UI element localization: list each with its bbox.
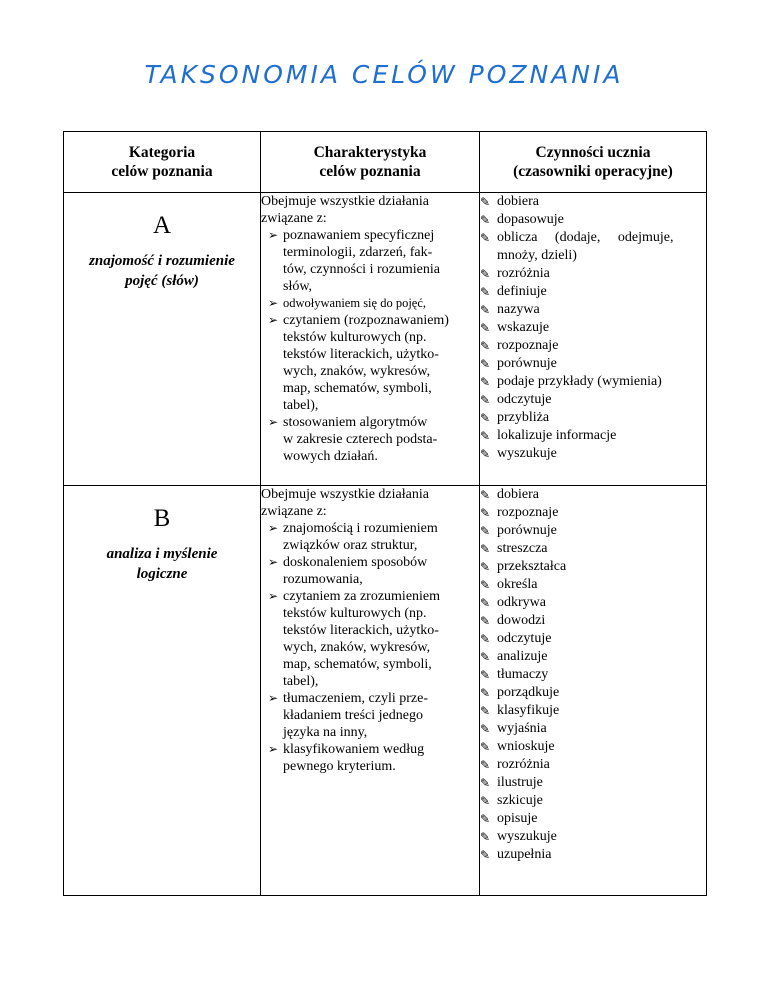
list-item: ✎ nazywa: [480, 302, 540, 317]
page-title: TAKSONOMIA CELÓW POZNANIA: [144, 60, 624, 89]
pencil-bullet-icon: ✎: [480, 704, 491, 718]
arrow-bullet-icon: ➢: [268, 521, 279, 535]
pencil-bullet-icon: ✎: [480, 321, 491, 335]
category-cell: [64, 486, 261, 896]
pencil-bullet-icon: ✎: [480, 830, 491, 844]
arrow-bullet-icon: ➢: [268, 742, 279, 756]
characteristics-list: [261, 227, 479, 465]
category-description: analiza i myślenie logiczne: [106, 546, 218, 582]
pencil-bullet-icon: ✎: [480, 375, 491, 389]
pencil-bullet-icon: ✎: [480, 848, 491, 862]
category-letter: A: [152, 212, 172, 239]
list-item: ✎ porządkuje: [480, 685, 560, 700]
pencil-bullet-icon: ✎: [480, 650, 491, 664]
list-item: ➢ znajomością i rozumieniem związków oraz struktur,: [268, 521, 438, 553]
list-item: ✎ wyjaśnia: [480, 721, 547, 736]
list-item: ➢ czytaniem za zrozumieniem tekstów kulturowych (np. tekstów literackich, użytko- wych, znaków, wykresów, map, schematów, symboli, tabel),: [268, 589, 441, 689]
arrow-bullet-icon: ➢: [268, 589, 279, 603]
list-item: ✎ porównuje: [480, 356, 557, 371]
list-item: ✎ wskazuje: [480, 320, 550, 335]
list-item: ✎ porównuje: [480, 523, 557, 538]
pencil-bullet-icon: ✎: [480, 213, 491, 227]
header-activities: Czynności ucznia (czasowniki operacyjne): [480, 132, 707, 193]
list-item: ✎ odczytuje: [480, 631, 552, 646]
list-item: ✎ oblicza (dodaje, odejmuje, mnoży, dzieli): [480, 230, 674, 263]
pencil-bullet-icon: ✎: [480, 596, 491, 610]
pencil-bullet-icon: ✎: [480, 285, 491, 299]
list-item: ✎ odczytuje: [480, 392, 552, 407]
activities-cell: [480, 486, 707, 896]
list-item: ✎ dopasowuje: [480, 212, 564, 227]
list-item: ➢ klasyfikowaniem według pewnego kryterium.: [268, 742, 425, 774]
list-item: ✎ klasyfikuje: [480, 703, 560, 718]
arrow-bullet-icon: ➢: [268, 415, 279, 429]
characteristics-intro: Obejmuje wszystkie działania związane z:: [261, 487, 429, 519]
activities-list: [480, 193, 706, 463]
pencil-bullet-icon: ✎: [480, 632, 491, 646]
pencil-bullet-icon: ✎: [480, 758, 491, 772]
characteristics-list: [261, 520, 479, 775]
pencil-bullet-icon: ✎: [480, 614, 491, 628]
list-item: ✎ rozpoznaje: [480, 505, 559, 520]
list-item: ✎ szkicuje: [480, 793, 543, 808]
pencil-bullet-icon: ✎: [480, 524, 491, 538]
list-item: ✎ rozróżnia: [480, 757, 550, 772]
pencil-bullet-icon: ✎: [480, 722, 491, 736]
activities-cell: [480, 193, 707, 486]
list-item: ✎ streszcza: [480, 541, 548, 556]
category-letter: B: [153, 505, 171, 532]
header-category: Kategoria celów poznania: [64, 132, 261, 193]
list-item: ➢ odwoływaniem się do pojęć,: [268, 296, 427, 310]
pencil-bullet-icon: ✎: [480, 267, 491, 281]
pencil-bullet-icon: ✎: [480, 488, 491, 502]
header-characteristics: Charakterystyka celów poznania: [261, 132, 480, 193]
header-row: [64, 132, 707, 193]
list-item: ✎ dobiera: [480, 487, 539, 502]
list-item: ➢ doskonaleniem sposobów rozumowania,: [268, 555, 428, 587]
pencil-bullet-icon: ✎: [480, 357, 491, 371]
list-item: ✎ przekształca: [480, 559, 567, 574]
list-item: ➢ tłumaczeniem, czyli prze- kładaniem treści jednego języka na inny,: [268, 691, 428, 740]
pencil-bullet-icon: ✎: [480, 794, 491, 808]
pencil-bullet-icon: ✎: [480, 411, 491, 425]
pencil-bullet-icon: ✎: [480, 578, 491, 592]
list-item: ✎ ilustruje: [480, 775, 543, 790]
list-item: ✎ wyszukuje: [480, 829, 557, 844]
pencil-bullet-icon: ✎: [480, 303, 491, 317]
pencil-bullet-icon: ✎: [480, 231, 491, 245]
list-item: ✎ wnioskuje: [480, 739, 555, 754]
list-item: ✎ analizuje: [480, 649, 548, 664]
arrow-bullet-icon: ➢: [268, 228, 279, 242]
list-item: ✎ opisuje: [480, 811, 538, 826]
category-cell: [64, 193, 261, 486]
list-item: ➢ czytaniem (rozpoznawaniem) tekstów kulturowych (np. tekstów literackich, użytko- wych, znaków, wykresów, map, schematów, symboli, tabel),: [268, 313, 449, 413]
category-description: znajomość i rozumienie pojęć (słów): [89, 253, 235, 289]
arrow-bullet-icon: ➢: [268, 555, 279, 569]
characteristics-intro: Obejmuje wszystkie działania związane z:: [261, 194, 429, 226]
list-item: ✎ podaje przykłady (wymienia): [480, 374, 662, 389]
pencil-bullet-icon: ✎: [480, 393, 491, 407]
characteristics-cell: [261, 193, 480, 486]
pencil-bullet-icon: ✎: [480, 195, 491, 209]
list-item: ✎ określa: [480, 577, 538, 592]
list-item: ✎ uzupełnia: [480, 847, 552, 862]
pencil-bullet-icon: ✎: [480, 429, 491, 443]
arrow-bullet-icon: ➢: [268, 691, 279, 705]
taxonomy-table: [63, 131, 707, 896]
list-item: ✎ tłumaczy: [480, 667, 549, 682]
pencil-bullet-icon: ✎: [480, 560, 491, 574]
pencil-bullet-icon: ✎: [480, 668, 491, 682]
list-item: ✎ dowodzi: [480, 613, 546, 628]
list-item: ✎ rozróżnia: [480, 266, 550, 281]
pencil-bullet-icon: ✎: [480, 506, 491, 520]
pencil-bullet-icon: ✎: [480, 776, 491, 790]
arrow-bullet-icon: ➢: [268, 313, 279, 327]
list-item: ✎ rozpoznaje: [480, 338, 559, 353]
activities-list: [480, 486, 706, 864]
arrow-bullet-icon: ➢: [268, 296, 279, 310]
list-item: ✎ wyszukuje: [480, 446, 557, 461]
list-item: ✎ dobiera: [480, 194, 539, 209]
table-row: [64, 193, 707, 486]
list-item: ✎ definiuje: [480, 284, 547, 299]
table-row: [64, 486, 707, 896]
list-item: ➢ stosowaniem algorytmów w zakresie czterech podsta- wowych działań.: [268, 415, 438, 464]
list-item: ✎ odkrywa: [480, 595, 546, 610]
pencil-bullet-icon: ✎: [480, 339, 491, 353]
pencil-bullet-icon: ✎: [480, 686, 491, 700]
pencil-bullet-icon: ✎: [480, 812, 491, 826]
pencil-bullet-icon: ✎: [480, 542, 491, 556]
list-item: ➢ poznawaniem specyficznej terminologii, zdarzeń, fak- tów, czynności i rozumienia słów,: [268, 228, 440, 294]
list-item: ✎ lokalizuje informacje: [480, 428, 617, 443]
characteristics-cell: [261, 486, 480, 896]
list-item: ✎ przybliża: [480, 410, 550, 425]
pencil-bullet-icon: ✎: [480, 447, 491, 461]
pencil-bullet-icon: ✎: [480, 740, 491, 754]
